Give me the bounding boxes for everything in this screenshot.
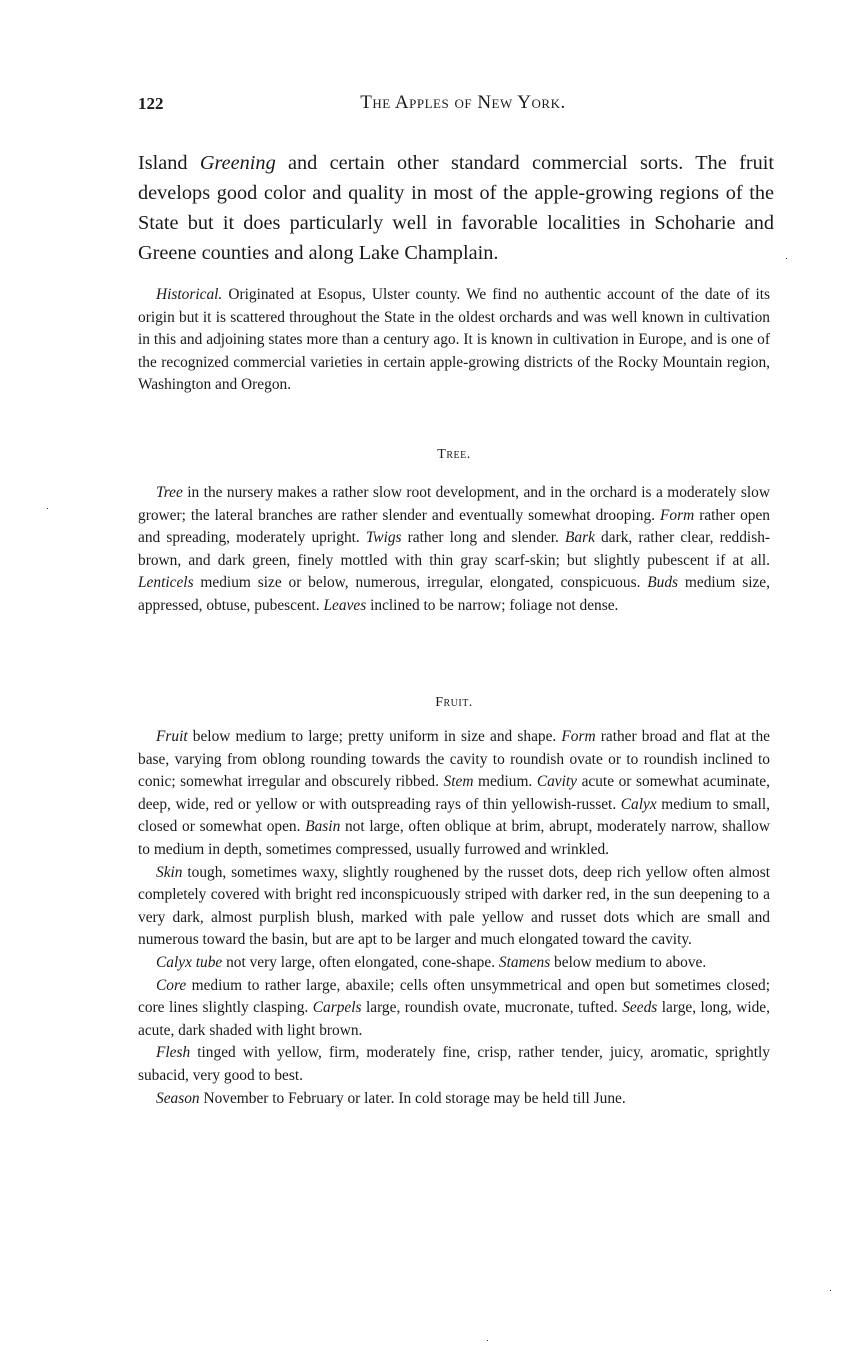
term-label: Leaves <box>323 596 367 614</box>
term-label: Form <box>660 506 695 524</box>
term-description: below medium to above. <box>550 953 707 971</box>
term-description: dark, rather clear, reddish-brown, and dark green, finely mottled with thin gray scarf-skin; but slightly pubescent if at all. <box>138 529 771 569</box>
term-label: Lenticels <box>138 574 194 592</box>
term-label: Stamens <box>498 953 551 971</box>
page-number: 122 <box>138 94 164 113</box>
term-description: medium to small, closed or somewhat open. <box>138 795 771 836</box>
term-description: medium size or below, numerous, irregular, elongated, conspicuous. <box>193 574 648 592</box>
term-description: large, roundish ovate, mucronate, tufted. <box>361 999 623 1017</box>
term-label: Seeds <box>622 999 658 1017</box>
fruit-paragraph <box>138 975 770 1043</box>
scan-speck <box>830 1290 831 1291</box>
term-label: Cavity <box>536 773 578 791</box>
term-label: Skin <box>156 863 183 881</box>
term-description: below medium to large; pretty uniform in size and shape. <box>187 728 562 745</box>
scan-speck <box>786 258 787 259</box>
term-label: Season <box>156 1089 200 1107</box>
fruit-paragraph <box>138 1088 770 1111</box>
term-label: Twigs <box>365 529 402 547</box>
term-label: Calyx tube <box>156 953 223 971</box>
term-label: Buds <box>647 574 679 592</box>
historical-text: Originated at Esopus, Ulster county. We find no authentic account of the date of its origin but it is scattered throughout the State in the oldest orchards and was well known in cultivation in this and adjoining states more than a century ago. It is known in cultivation in Europe, and is one of the recognized commercial varieties in certain apple-growing districts of the Rocky Mountain region, Washington and Oregon. <box>138 286 770 394</box>
term-label: Stem <box>443 773 474 791</box>
fruit-description <box>138 726 770 1110</box>
term-description: November to February or later. In cold storage may be held till June. <box>199 1089 626 1107</box>
term-label: Tree <box>156 484 183 501</box>
term-description: not very large, often elongated, cone-shape. <box>222 953 499 971</box>
term-description: rather open and spreading, moderately upright. <box>138 506 770 547</box>
term-description: medium. <box>473 773 537 791</box>
term-description: tough, sometimes waxy, slightly roughened by the russet dots, deep rich yellow often almost completely covered with bright red inconspicuously striped with darker red, in the sun deepening to a very dark, almost purplish blush, marked with pale yellow and russet dots which are small and numerous toward the basin, but are apt to be larger and much elongated toward the cavity. <box>138 863 770 949</box>
running-title: The Apples of New York. <box>360 92 566 113</box>
term-label: Fruit <box>156 728 188 745</box>
term-description: rather long and slender. <box>401 529 566 547</box>
term-description: rather broad and flat at the base, varying from oblong rounding towards the cavity to roundish ovate or to roundish inclined to conic; somewhat irregular and obscurely ribbed. <box>138 728 770 791</box>
term-description: in the nursery makes a rather slow root development, and in the orchard is a moderately slow grower; the lateral branches are rather slender and eventually somewhat drooping. <box>138 484 770 524</box>
lead-text-start: Island <box>138 152 200 174</box>
term-label: Form <box>561 728 596 745</box>
term-label: Carpels <box>312 999 362 1017</box>
section-heading-fruit: Fruit. <box>435 695 473 710</box>
historical-paragraph <box>138 284 770 397</box>
term-description: medium size, appressed, obtuse, pubescent. <box>138 574 770 614</box>
term-label: Basin <box>305 818 341 836</box>
term-label: Calyx <box>620 795 657 813</box>
fruit-paragraph <box>138 952 770 975</box>
historical-label: Historical. <box>156 286 223 303</box>
lead-text-rest: and certain other standard commercial sorts. The fruit develops good color and quality in most of the apple-growing regions of the State but it does particularly well in favorable localities in Schoharie and Greene counties and along Lake Champlain. <box>138 152 774 264</box>
page-header <box>138 94 788 124</box>
fruit-paragraph <box>138 862 770 952</box>
section-heading-tree: Tree. <box>437 447 471 462</box>
term-label: Core <box>156 976 187 994</box>
term-label: Flesh <box>156 1044 191 1062</box>
term-description: tinged with yellow, firm, moderately fine, crisp, rather tender, juicy, aromatic, sprightly subacid, very good to best. <box>138 1044 770 1084</box>
scan-speck <box>47 508 48 509</box>
fruit-paragraph <box>138 726 770 862</box>
scan-speck <box>487 1340 488 1341</box>
term-description: acute or somewhat acuminate, deep, wide, red or yellow or with outspreading rays of thin yellowish-russet. <box>138 773 770 813</box>
term-description: inclined to be narrow; foliage not dense. <box>366 596 619 614</box>
term-description: large, long, wide, acute, dark shaded with light brown. <box>138 999 770 1039</box>
tree-paragraph <box>138 482 770 618</box>
term-description: not large, often oblique at brim, abrupt, moderately narrow, shallow to medium in depth, sometimes compressed, usually furrowed and wrinkled. <box>138 818 770 858</box>
lead-italic-term: Greening <box>199 152 276 174</box>
term-label: Bark <box>565 529 595 547</box>
term-description: medium to rather large, abaxile; cells often unsymmetrical and open but sometimes closed; core lines slightly clasping. <box>138 976 770 1017</box>
lead-paragraph <box>138 148 774 268</box>
fruit-paragraph <box>138 1042 770 1087</box>
